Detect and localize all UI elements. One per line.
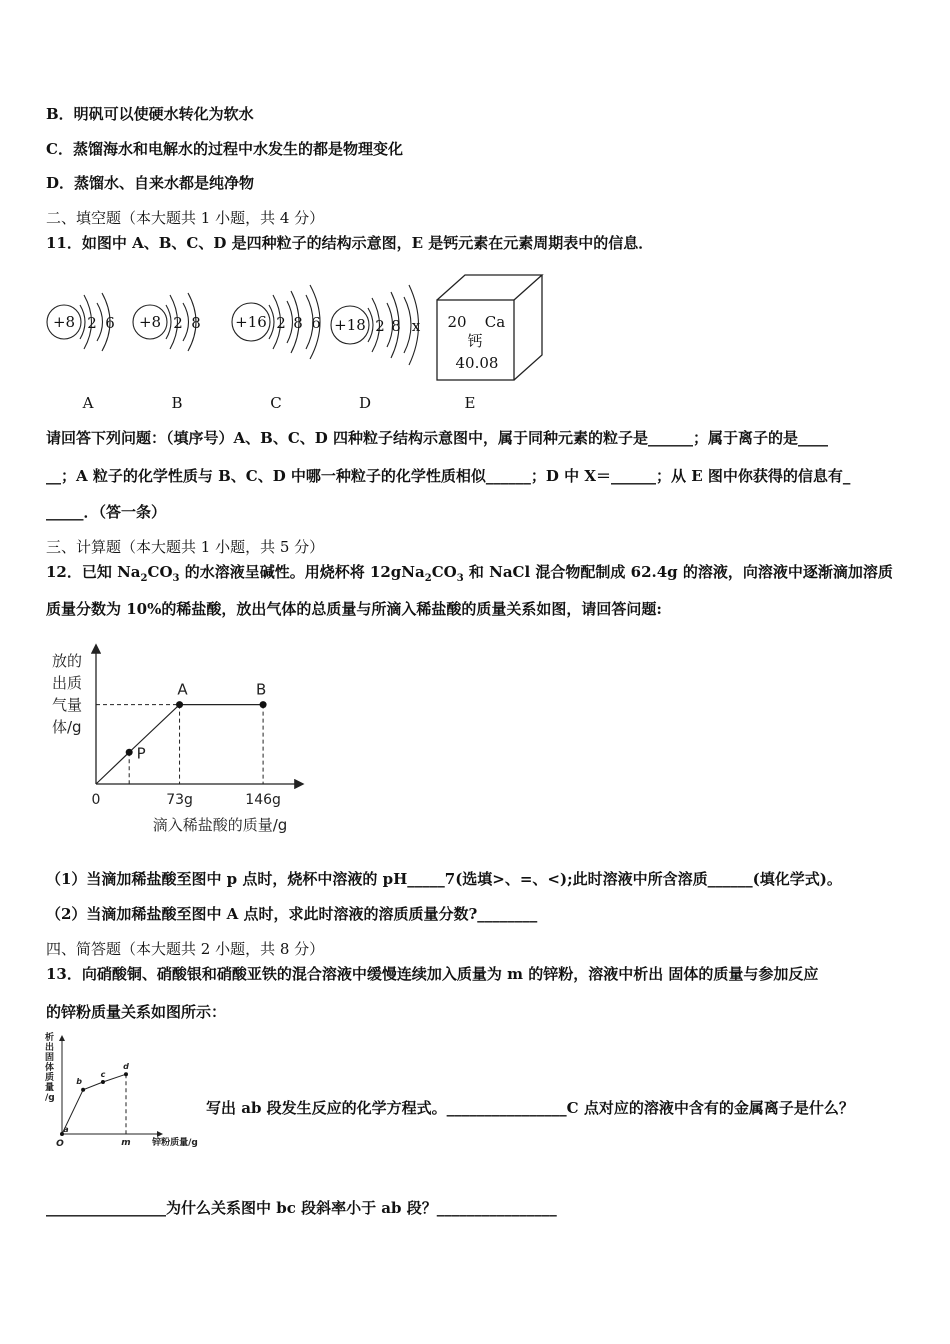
element-atomic-number: 20 (447, 313, 467, 331)
element-box-label: E (464, 394, 476, 412)
question-13-line-4: ________________为什么关系图中 bc 段斜率小于 ab 段？________________ (46, 1199, 557, 1217)
chart1-point-A (176, 701, 183, 708)
particle-c-nucleus: +16 (235, 313, 267, 331)
section-4-header: 四、简答题（本大题共 2 小题，共 8 分） (46, 940, 325, 958)
chart1-point-B (260, 701, 267, 708)
particle-d-label: D (358, 394, 372, 412)
particle-c-label: C (270, 394, 282, 412)
particle-c-shell-1: 2 (276, 314, 286, 332)
particle-d-nucleus: +18 (334, 316, 366, 334)
question-13-line-2: 的锌粉质量关系如图所示： (46, 1003, 227, 1021)
question-12-sub-1: （1）当滴加稀盐酸至图中 p 点时，烧杯中溶液的 pH_____7(选填>、=、<);此时溶液中所含溶质______(填化学式)。 (46, 870, 842, 888)
chart2-point-b (81, 1088, 85, 1092)
question-13-line-1: 13．向硝酸铜、硝酸银和硝酸亚铁的混合溶液中缓慢连续加入质量为 m 的锌粉，溶液中析出 固体的质量与参加反应 (46, 965, 819, 983)
section-3-header: 三、计算题（本大题共 1 小题，共 5 分） (46, 538, 325, 556)
particle-a-shell-2: 6 (105, 314, 115, 332)
chart1-y-label-line: 出质 (52, 674, 83, 692)
gas-mass-chart (40, 638, 340, 848)
chart1-series-line (96, 705, 263, 784)
chart2-point-c (101, 1080, 105, 1084)
option-c: C．蒸馏海水和电解水的过程中水发生的都是物理变化 (46, 140, 403, 158)
chart1-point-label-P: P (136, 744, 146, 763)
question-11-line-3: _____．（答一条） (46, 503, 167, 521)
element-atomic-mass: 40.08 (455, 354, 499, 372)
particle-a-label: A (82, 394, 94, 412)
particle-a-nucleus: +8 (52, 313, 76, 331)
particle-c-shell-2: 8 (293, 314, 303, 332)
particle-d-shell-1: 2 (375, 317, 385, 335)
chart1-point-label-B: B (255, 680, 267, 699)
chart2-x-label: 锌粉质量/g (152, 1138, 198, 1148)
particle-a-shell-1: 2 (87, 314, 97, 332)
question-12-sub-2: （2）当滴加稀盐酸至图中 A 点时，求此时溶液的溶质质量分数?________ (46, 905, 538, 923)
particle-d-shell-2: 8 (391, 317, 401, 335)
option-d: D．蒸馏水、自来水都是纯净物 (46, 174, 255, 192)
chart1-y-label-line: 气量 (52, 696, 83, 714)
question-12-line-1: 12．已知 $Na_2CO_3$ 的水溶液呈碱性。用烧杯将 $12gNa_2CO_3$ 和 NaCl 混合物配制成 62.4g 的溶液，向溶液中逐渐滴加溶质 (46, 563, 893, 584)
chart1-y-label-line: 体/g (52, 718, 82, 736)
particle-b-shell-2: 8 (191, 314, 201, 332)
chart2-point-d (124, 1072, 128, 1076)
chart2-y-label-line: 析 (45, 1033, 55, 1043)
chart2-series-line (62, 1074, 126, 1134)
chart2-y-label-line: 出 (45, 1043, 55, 1053)
chart2-y-label-line: 质 (45, 1073, 55, 1083)
particle-c-shell-3: 6 (311, 314, 321, 332)
chart2-point-label-b: b (76, 1076, 82, 1086)
chart1-y-label-line: 放的 (52, 652, 83, 670)
question-11-stem: 11．如图中 A、B、C、D 是四种粒子的结构示意图，E 是钙元素在元素周期表中的信息． (46, 234, 654, 252)
chart2-point-label-c: c (100, 1070, 106, 1079)
particle-diagrams (0, 265, 900, 425)
chart2-point-label-d: d (123, 1062, 129, 1072)
chart1-x-tick: 73g (166, 792, 193, 808)
chart1-origin-label: 0 (91, 792, 101, 808)
chart2-origin-label: O (56, 1139, 64, 1149)
particle-b-label: B (171, 394, 183, 412)
particle-d-shell-3: x (411, 317, 421, 335)
question-13-line-3: 写出 ab 段发生反应的化学方程式。________________C 点对应的溶液中含有的金属离子是什么？ (206, 1099, 854, 1117)
solid-mass-chart (40, 1030, 215, 1155)
chart1-x-label: 滴入稀盐酸的质量/g (152, 816, 288, 834)
particle-b-nucleus: +8 (138, 313, 162, 331)
particle-b-shell-1: 2 (173, 314, 183, 332)
chart1-x-tick: 146g (245, 792, 281, 808)
element-symbol: Ca (484, 313, 506, 331)
chart2-y-label-line: 量 (45, 1083, 55, 1093)
element-name: 钙 (467, 332, 483, 350)
chart1-point-P (126, 749, 133, 756)
question-12-line-2: 质量分数为 10%的稀盐酸，放出气体的总质量与所滴入稀盐酸的质量关系如图，请回答问题: (46, 600, 662, 618)
chart1-point-label-A: A (177, 680, 188, 699)
question-11-line-1: 请回答下列问题：（填序号）A、B、C、D 四种粒子结构示意图中，属于同种元素的粒子是______；属于离子的是____ (46, 429, 828, 447)
option-b: B．明矾可以使硬水转化为软水 (46, 105, 254, 123)
question-11-line-2: __；A 粒子的化学性质与 B、C、D 中哪一种粒子的化学性质相似______；D 中 X＝______；从 E 图中你获得的信息有_ (46, 467, 851, 485)
chart2-x-tick: m (121, 1138, 131, 1148)
chart2-y-label-line: 体 (45, 1063, 55, 1073)
section-2-header: 二、填空题（本大题共 1 小题，共 4 分） (46, 209, 325, 227)
chart2-point-label-a: a (63, 1125, 69, 1134)
chart2-y-label-line: /g (45, 1093, 55, 1103)
chart2-y-label-line: 固 (45, 1053, 55, 1063)
